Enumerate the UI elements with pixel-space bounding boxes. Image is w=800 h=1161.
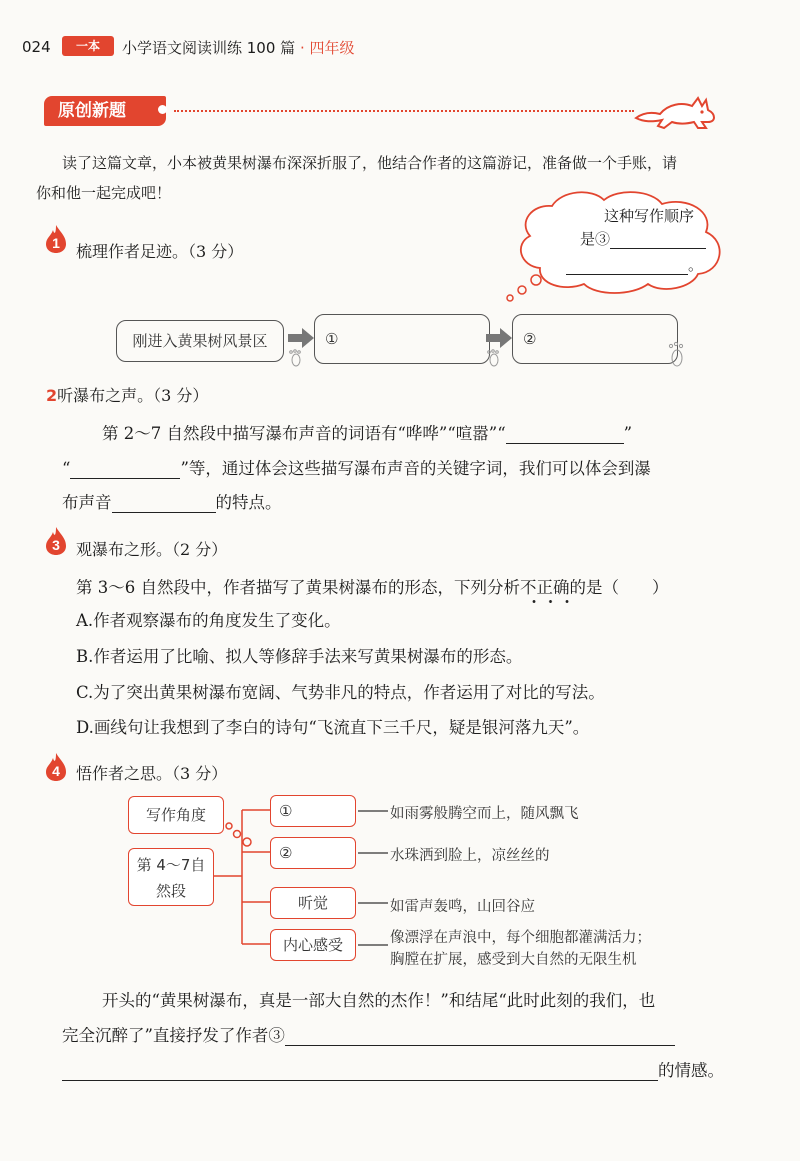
book-title-text: 小学语文阅读训练 100 篇 [122, 39, 296, 57]
banner-dotted-line [174, 110, 634, 112]
section-banner: 原创新题 [44, 96, 166, 126]
q2-line-2-text: ”等，通过体会这些描写瀑布声音的关键字词，我们可以体会到瀑 [180, 459, 651, 478]
cloud-line-1: 这种写作顺序 [604, 207, 695, 225]
q2-line-1-suffix: ” [623, 424, 633, 443]
mindmap-source-box: 第 4～7自然段 [128, 848, 214, 906]
answer-blank[interactable] [610, 233, 706, 249]
flame-number-icon [44, 752, 68, 782]
q2-line-2-prefix: “ [62, 459, 71, 478]
mindmap-node-feeling: 内心感受 [270, 929, 356, 961]
mindmap-desc-3: 如雷声轰鸣，山回谷应 [390, 899, 535, 915]
q2-line-3-prefix: 布声音 [62, 493, 112, 512]
answer-blank[interactable] [566, 259, 688, 275]
flame-number-icon [44, 224, 68, 254]
svg-text:4: 4 [52, 763, 60, 779]
cat-icon [632, 82, 722, 130]
mindmap-node-answer-2[interactable]: ② [270, 837, 356, 869]
mindmap-node-hearing: 听觉 [270, 887, 356, 919]
q3-stem [76, 574, 669, 598]
mindmap-angle-box: 写作角度 [128, 796, 224, 834]
q3-option-c[interactable]: C.为了突出黄果树瀑布宽阔、气势非凡的特点，作者运用了对比的写法。 [76, 683, 605, 702]
q3-option-d[interactable]: D.画线句让我想到了李白的诗句“飞流直下三千尺，疑是银河落九天”。 [76, 718, 590, 737]
cloud-line-2-prefix: 是③ [580, 230, 611, 248]
footprint-icon [666, 338, 688, 370]
q4-line-3 [62, 1057, 724, 1081]
q3-stem-emphasis: 不正确 [520, 578, 570, 604]
intro-line-1: 读了这篇文章，小本被黄果树瀑布深深折服了，他结合作者的这篇游记，准备做一个手账，请 [62, 154, 678, 172]
q2-number: 2 [46, 386, 58, 405]
q2-line-3-suffix: 的特点。 [215, 493, 282, 512]
mindmap-desc-2: 水珠洒到脸上，凉丝丝的 [390, 848, 550, 864]
q3-stem-prefix: 第 3～6 自然段中，作者描写了黄果树瀑布的形态，下列分析 [76, 578, 520, 597]
q2-line-3 [62, 489, 282, 513]
q2-title: 听瀑布之声。（3 分） [57, 386, 209, 405]
q3-title: 观瀑布之形。（2 分） [76, 540, 228, 559]
cloud-line-2 [580, 228, 706, 249]
mindmap-desc-4-line-2: 胸膛在扩展，感受到大自然的无限生机 [390, 952, 637, 968]
q2-line-1 [102, 420, 632, 444]
answer-blank[interactable] [506, 426, 624, 444]
q4-line-2 [62, 1022, 675, 1046]
q1-title: 梳理作者足迹。（3 分） [76, 242, 244, 261]
q3-stem-suffix: 的是（ ） [569, 578, 669, 597]
mindmap-desc-4 [390, 927, 651, 971]
intro-line-2: 你和他一起完成吧！ [36, 184, 172, 202]
q3-option-a[interactable]: A.作者观察瀑布的角度发生了变化。 [76, 611, 341, 630]
q3-option-b[interactable]: B.作者运用了比喻、拟人等修辞手法来写黄果树瀑布的形态。 [76, 647, 523, 666]
q4-line-1: 开头的“黄果树瀑布，真是一部大自然的杰作！”和结尾“此时此刻的我们，也 [102, 991, 656, 1010]
mindmap-node-answer-1[interactable]: ① [270, 795, 356, 827]
mindmap-desc-4-line-1: 像漂浮在声浪中，每个细胞都灌满活力； [390, 930, 651, 946]
brand-badge: 一本 [62, 36, 114, 56]
mindmap-branch-lines [358, 800, 392, 960]
svg-text:1: 1 [52, 235, 60, 251]
answer-blank[interactable] [70, 461, 180, 479]
title-separator: · [299, 39, 305, 57]
q2-line-2 [62, 455, 651, 479]
q2-line-1-text: 第 2～7 自然段中描写瀑布声音的词语有“哗哗”“喧嚣”“ [102, 424, 506, 443]
svg-text:3: 3 [52, 537, 60, 553]
flow-box-answer-1[interactable]: ① [314, 314, 490, 364]
arrow-icon [286, 326, 316, 370]
banner-dot [158, 105, 167, 114]
flame-number-icon [44, 526, 68, 556]
grade-label: 四年级 [309, 39, 355, 57]
q4-line-3-suffix: 的情感。 [658, 1061, 724, 1080]
answer-blank[interactable] [112, 495, 216, 513]
book-title [122, 37, 355, 58]
mindmap-desc-1: 如雨雾般腾空而上，随风飘飞 [390, 806, 579, 822]
page-number: 024 [22, 38, 51, 56]
arrow-icon [484, 326, 514, 370]
flow-box-answer-2[interactable]: ② [512, 314, 678, 364]
flow-box-start: 刚进入黄果树风景区 [116, 320, 284, 362]
cloud-line-3-suffix: 。 [688, 256, 704, 274]
q4-line-2-prefix: 完全沉醉了”直接抒发了作者③ [62, 1026, 285, 1045]
answer-blank[interactable] [285, 1028, 675, 1046]
q4-title: 悟作者之思。（3 分） [76, 764, 228, 783]
q2-heading [46, 383, 208, 406]
answer-blank[interactable] [62, 1063, 658, 1081]
cloud-line-3 [566, 254, 703, 275]
